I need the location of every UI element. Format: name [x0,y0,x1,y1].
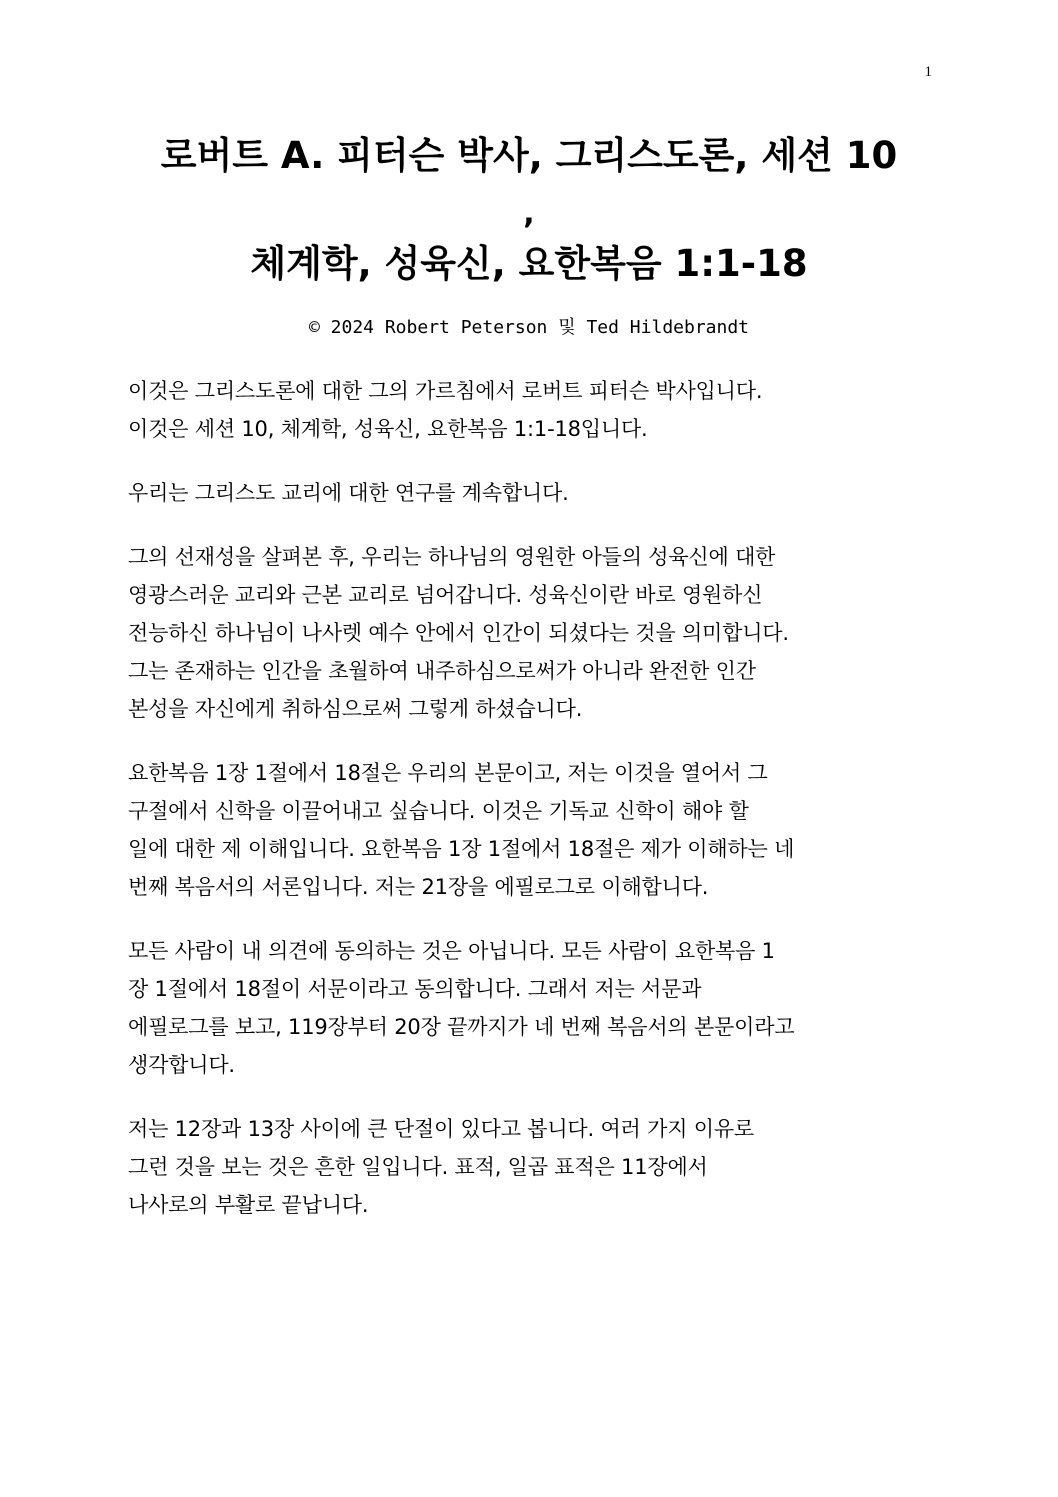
paragraph-line: 우리는 그리스도 교리에 대한 연구를 계속합니다. [128,481,569,505]
paragraph [128,372,928,448]
paragraph-line: 에필로그를 보고, 119장부터 20장 끝까지가 네 번째 복음서의 본문이라고 [128,1015,795,1039]
copyright-line: © 2024 Robert Peterson 및 Ted Hildebrandt [308,317,750,338]
paragraph-line: 구절에서 신학을 이끌어내고 싶습니다. 이것은 기독교 신학이 해야 할 [128,799,749,823]
paragraph-line: 나사로의 부활로 끝납니다. [128,1193,369,1217]
paragraph-line: 이것은 그리스도론에 대한 그의 가르침에서 로버트 피터슨 박사입니다. [128,379,763,403]
paragraph-line: 이것은 세션 10, 체계학, 성육신, 요한복음 1:1-18입니다. [128,417,648,441]
title-comma: , [523,196,535,231]
paragraph [128,474,928,512]
paragraph [128,932,928,1084]
body-text [128,372,928,1250]
paragraph-line: 생각합니다. [128,1053,235,1077]
title-line-1: 로버트 A. 피터슨 박사, 그리스도론, 세션 10 [160,134,898,177]
paragraph-line: 그의 선재성을 살펴본 후, 우리는 하나님의 영원한 아들의 성육신에 대한 [128,545,776,569]
paragraph-line: 전능하신 하나님이 나사렛 예수 안에서 인간이 되셨다는 것을 의미합니다. [128,621,789,645]
paragraph [128,538,928,728]
paragraph [128,754,928,906]
paragraph-line: 장 1절에서 18절이 서문이라고 동의합니다. 그래서 저는 서문과 [128,977,702,1001]
paragraph-line: 요한복음 1장 1절에서 18절은 우리의 본문이고, 저는 이것을 열어서 그 [128,761,768,785]
paragraph-line: 본성을 자신에게 취하심으로써 그렇게 하셨습니다. [128,697,583,721]
paragraph-line: 일에 대한 제 이해입니다. 요한복음 1장 1절에서 18절은 제가 이해하는 네 [128,837,795,861]
document-title [100,128,958,292]
paragraph-line: 저는 12장과 13장 사이에 큰 단절이 있다고 봅니다. 여러 가지 이유로 [128,1117,755,1141]
title-line-2: 체계학, 성육신, 요한복음 1:1-18 [250,242,808,285]
paragraph-line: 모든 사람이 내 의견에 동의하는 것은 아닙니다. 모든 사람이 요한복음 1 [128,939,775,963]
paragraph-line: 영광스러운 교리와 근본 교리로 넘어갑니다. 성육신이란 바로 영원하신 [128,583,763,607]
paragraph-line: 번째 복음서의 서론입니다. 저는 21장을 에필로그로 이해합니다. [128,875,709,899]
paragraph-line: 그런 것을 보는 것은 흔한 일입니다. 표적, 일곱 표적은 11장에서 [128,1155,708,1179]
paragraph [128,1110,928,1224]
paragraph-line: 그는 존재하는 인간을 초월하여 내주하심으로써가 아니라 완전한 인간 [128,659,756,683]
page-number: 1 [924,64,932,80]
